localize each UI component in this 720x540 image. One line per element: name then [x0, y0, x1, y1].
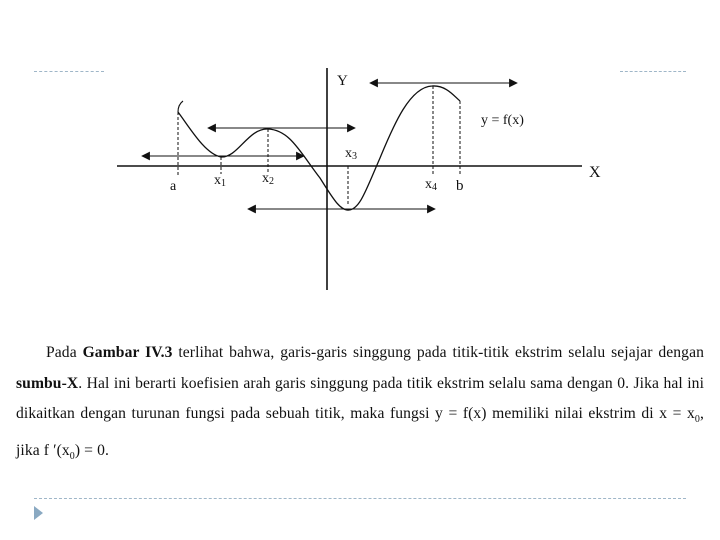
function-curve: [178, 86, 460, 210]
label-x2: x2: [262, 171, 274, 187]
explanation-paragraph: [16, 338, 704, 472]
label-x3: x3: [345, 146, 357, 162]
para-text-1: Pada: [46, 344, 83, 361]
label-b: b: [456, 178, 464, 194]
para-text-2: terlihat bahwa, garis-garis singgung pada titik-titik ekstrim selalu sejajar dengan: [172, 344, 704, 361]
para-bold-figure-ref: Gambar IV.3: [82, 344, 173, 361]
para-text-4: , jika f ′(x: [16, 405, 704, 459]
axis-x-label: X: [589, 164, 601, 181]
para-bold-axis: sumbu-X: [16, 374, 79, 392]
para-text-3: . Hal ini berarti koefisien arah garis singgung pada titik ekstrim selalu sama dengan 0. Jika hal ini dikaitkan dengan turunan fungsi pada sebuah titik, maka fungsi y = f(x) memiliki nilai ekstrim di x = x: [16, 374, 704, 422]
label-x1: x1: [214, 173, 226, 189]
axis-y-label: Y: [337, 73, 348, 89]
label-a: a: [170, 179, 177, 194]
footer-divider: [34, 498, 686, 499]
para-text-5: ) = 0.: [74, 441, 109, 459]
slide-bullet-icon: [34, 506, 43, 520]
para-sub-0: 0: [694, 414, 700, 426]
curve-start-hook: [178, 101, 183, 112]
label-x4: x4: [425, 177, 437, 193]
para-sub-0b: 0: [69, 450, 75, 462]
function-label: y = f(x): [481, 113, 524, 128]
